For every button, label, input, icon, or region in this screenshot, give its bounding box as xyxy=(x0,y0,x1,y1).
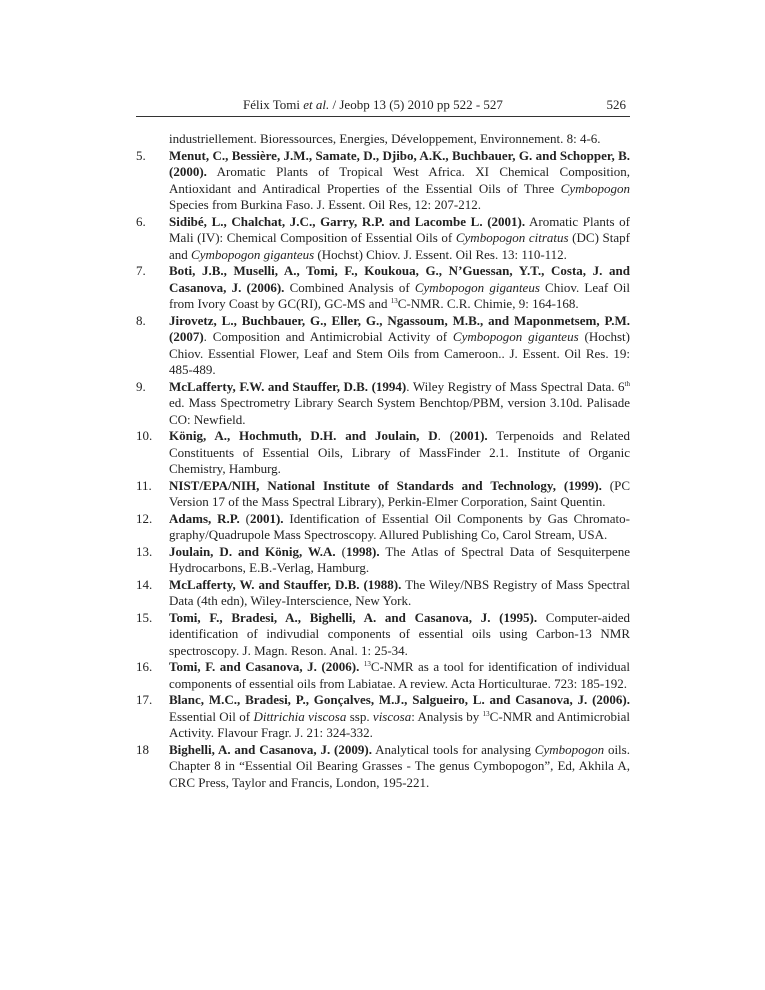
reference-item xyxy=(136,659,630,692)
reference-authors: McLafferty, F.W. and Stauffer, D.B. (1994) xyxy=(169,378,407,394)
reference-segment: Identification of Essential Oil Components by Gas Chromato-graphy/Quadrupole Mass Spectroscopy. Allured Publishing Co, Carol Stream, USA. xyxy=(169,510,630,542)
reference-text xyxy=(169,148,630,214)
continued-reference-text: industriellement. Bioressources, Energies, Développement, Environnement. 8: 4-6. xyxy=(169,131,601,146)
reference-superscript: 13 xyxy=(482,709,490,718)
reference-authors: 2001). xyxy=(249,510,284,526)
reference-item xyxy=(136,544,630,577)
reference-segment: (PC Version 17 of the Mass Spectral Library), Perkin-Elmer Corporation, Saint Quentin. xyxy=(169,477,631,509)
reference-number: 18 xyxy=(136,741,149,757)
reference-list xyxy=(136,131,630,791)
reference-number: 9. xyxy=(136,378,146,394)
header-author: Félix Tomi xyxy=(243,97,300,112)
reference-number: 8. xyxy=(136,312,146,328)
reference-segment: . ( xyxy=(437,428,455,443)
page-number: 526 xyxy=(606,97,626,112)
running-head xyxy=(243,96,503,114)
reference-segment: (DC) Stapf and xyxy=(169,230,630,262)
reference-text xyxy=(169,577,630,610)
reference-italic-term: Cymbopogon xyxy=(534,741,605,757)
reference-segment: ssp. xyxy=(346,708,373,724)
reference-text xyxy=(169,478,630,511)
header-journal: / Jeobp 13 (5) 2010 pp 522 - 527 xyxy=(332,97,503,112)
reference-segment: ( xyxy=(335,543,347,559)
reference-item xyxy=(136,511,630,544)
reference-segment: ed. Mass Spectrometry Library Search System Benchtop/PBM, version 3.10d. Palisade CO: Newfield. xyxy=(169,395,630,427)
reference-text xyxy=(169,263,630,313)
reference-segment: oils. Chapter 8 in “Essential Oil Bearing Grasses - The genus Cymbopogon”, Ed, Akhila A, CRC Press, Taylor and Francis, London, 195-221. xyxy=(169,741,630,790)
reference-authors: 1998). xyxy=(346,543,380,559)
reference-item xyxy=(136,742,630,792)
reference-text xyxy=(169,379,630,429)
reference-text xyxy=(169,511,630,544)
reference-item xyxy=(136,313,630,379)
reference-segment: C-NMR as a tool for identification of individual components of essential oils from Labiatae. A review. Acta Horticulturae. 723: 185-192. xyxy=(169,659,630,691)
reference-authors: Boti, J.B., Muselli, A., Tomi, F., Koukoua, G., N’Guessan, Y.T., Costa, J. and Casanova, J. (2006). xyxy=(169,263,630,295)
reference-item xyxy=(136,148,630,214)
reference-authors: Sidibé, L., Chalchat, J.C., Garry, R.P. and Lacombe L. (2001). xyxy=(169,213,526,229)
reference-text xyxy=(169,659,630,692)
reference-segment: (Hochst) Chiov. Essential Flower, Leaf and Stem Oils from Cameroon.. J. Essent. Oil Res. 19: 485-489. xyxy=(169,329,630,377)
reference-text xyxy=(169,610,630,660)
reference-number: 17. xyxy=(136,692,153,707)
reference-italic-term: Dittrichia viscosa xyxy=(253,708,347,724)
reference-text xyxy=(169,742,630,792)
reference-authors: 2001). xyxy=(454,428,488,443)
reference-superscript: 13 xyxy=(363,660,371,668)
reference-text xyxy=(169,313,630,379)
reference-item xyxy=(136,692,630,742)
reference-item xyxy=(136,478,630,511)
running-header xyxy=(136,96,630,117)
reference-italic-term: Cymbopogon giganteus xyxy=(414,279,540,295)
reference-number: 14. xyxy=(136,576,153,592)
reference-segment: : Analysis by xyxy=(411,708,483,724)
reference-text xyxy=(169,428,630,478)
reference-segment: Analytical tools for analysing xyxy=(371,741,535,757)
reference-authors: Jirovetz, L., Buchbauer, G., Eller, G., Ngassoum, M.B., and Maponmetsem, P.M. (2007) xyxy=(169,312,630,344)
reference-segment: Species from Burkina Faso. J. Essent. Oil Res, 12: 207-212. xyxy=(169,197,481,212)
reference-superscript: 13 xyxy=(390,297,398,305)
reference-item xyxy=(136,577,630,610)
reference-segment: C-NMR and Antimicrobial Activity. Flavour Fragr. J. 21: 324-332. xyxy=(169,708,630,740)
reference-segment: Aromatic Plants of Tropical West Africa. XI Chemical Composition, Antioxidant and Antiradical Properties of the Essential Oils of Three xyxy=(169,164,630,196)
reference-item xyxy=(136,214,630,264)
reference-segment: Combined Analysis of xyxy=(284,279,415,295)
reference-text xyxy=(169,214,630,264)
reference-number: 12. xyxy=(136,510,153,526)
reference-authors: Blanc, M.C., Bradesi, P., Gonçalves, M.J., Salgueiro, L. and Casanova, J. (2006). xyxy=(169,692,630,707)
reference-italic-term: viscosa xyxy=(372,708,412,724)
reference-number: 16. xyxy=(136,659,153,674)
reference-number: 5. xyxy=(136,147,146,163)
reference-authors: Tomi, F., Bradesi, A., Bighelli, A. and Casanova, J. (1995). xyxy=(169,609,538,625)
reference-italic-term: Cymbopogon xyxy=(560,180,630,196)
reference-number: 13. xyxy=(136,543,153,559)
reference-authors: Bighelli, A. and Casanova, J. (2009). xyxy=(169,741,372,757)
reference-authors: Joulain, D. and König, W.A. xyxy=(169,543,336,559)
reference-number: 10. xyxy=(136,428,153,443)
reference-authors: Tomi, F. and Casanova, J. (2006). xyxy=(169,659,360,674)
reference-superscript: th xyxy=(624,379,630,388)
reference-authors: Menut, C., Bessière, J.M., Samate, D., Djibo, A.K., Buchbauer, G. and Schopper, B. (2000). xyxy=(169,147,630,179)
reference-number: 11. xyxy=(136,477,152,493)
reference-number: 6. xyxy=(136,213,146,229)
reference-authors: NIST/EPA/NIH, National Institute of Standards and Technology, (1999). xyxy=(169,477,602,493)
reference-segment: Chiov. Leaf Oil from Ivory Coast by GC(RI), GC-MS and xyxy=(169,279,630,311)
reference-segment: Essential Oil of xyxy=(169,708,254,724)
reference-segment: . Composition and Antimicrobial Activity of xyxy=(203,329,453,344)
reference-segment: Computer-aided identification of indivudial components of essential oils using Carbon-13 NMR spectroscopy. J. Magn. Reson. Anal. 1: 25-34. xyxy=(169,609,630,658)
reference-item xyxy=(136,428,630,478)
header-etal: et al. xyxy=(303,97,330,112)
reference-italic-term: Cymbopogon giganteus xyxy=(452,329,579,344)
reference-segment: Aromatic Plants of Mali (IV): Chemical Composition of Essential Oils of xyxy=(169,213,630,245)
reference-item xyxy=(136,379,630,429)
reference-segment: C-NMR. C.R. Chimie, 9: 164-168. xyxy=(397,296,579,311)
reference-italic-term: Cymbopogon citratus xyxy=(455,230,569,245)
reference-segment: Terpenoids and Related Constituents of Essential Oils, Library of MassFinder 2.1. Institute of Organic Chemistry, Hamburg. xyxy=(169,428,630,476)
reference-item xyxy=(136,610,630,660)
reference-item xyxy=(136,263,630,313)
reference-segment: The Wiley/NBS Registry of Mass Spectral Data (4th edn), Wiley-Interscience, New York. xyxy=(169,576,630,608)
reference-text xyxy=(169,692,630,742)
reference-number: 7. xyxy=(136,263,146,278)
reference-segment: ( xyxy=(239,510,250,526)
reference-number: 15. xyxy=(136,609,153,625)
reference-authors: König, A., Hochmuth, D.H. and Joulain, D xyxy=(169,428,438,443)
reference-segment: . Wiley Registry of Mass Spectral Data. 6 xyxy=(406,378,625,394)
reference-authors: Adams, R.P. xyxy=(169,510,240,526)
reference-segment: (Hochst) Chiov. J. Essent. Oil Res. 13: 110-112. xyxy=(314,246,567,262)
reference-text xyxy=(169,544,630,577)
reference-authors: McLafferty, W. and Stauffer, D.B. (1988). xyxy=(169,576,402,592)
reference-entries xyxy=(136,148,630,792)
reference-italic-term: Cymbopogon giganteus xyxy=(191,246,315,262)
reference-segment: The Atlas of Spectral Data of Sesquiterpene Hydrocarbons, E.B.-Verlag, Hamburg. xyxy=(169,543,630,575)
